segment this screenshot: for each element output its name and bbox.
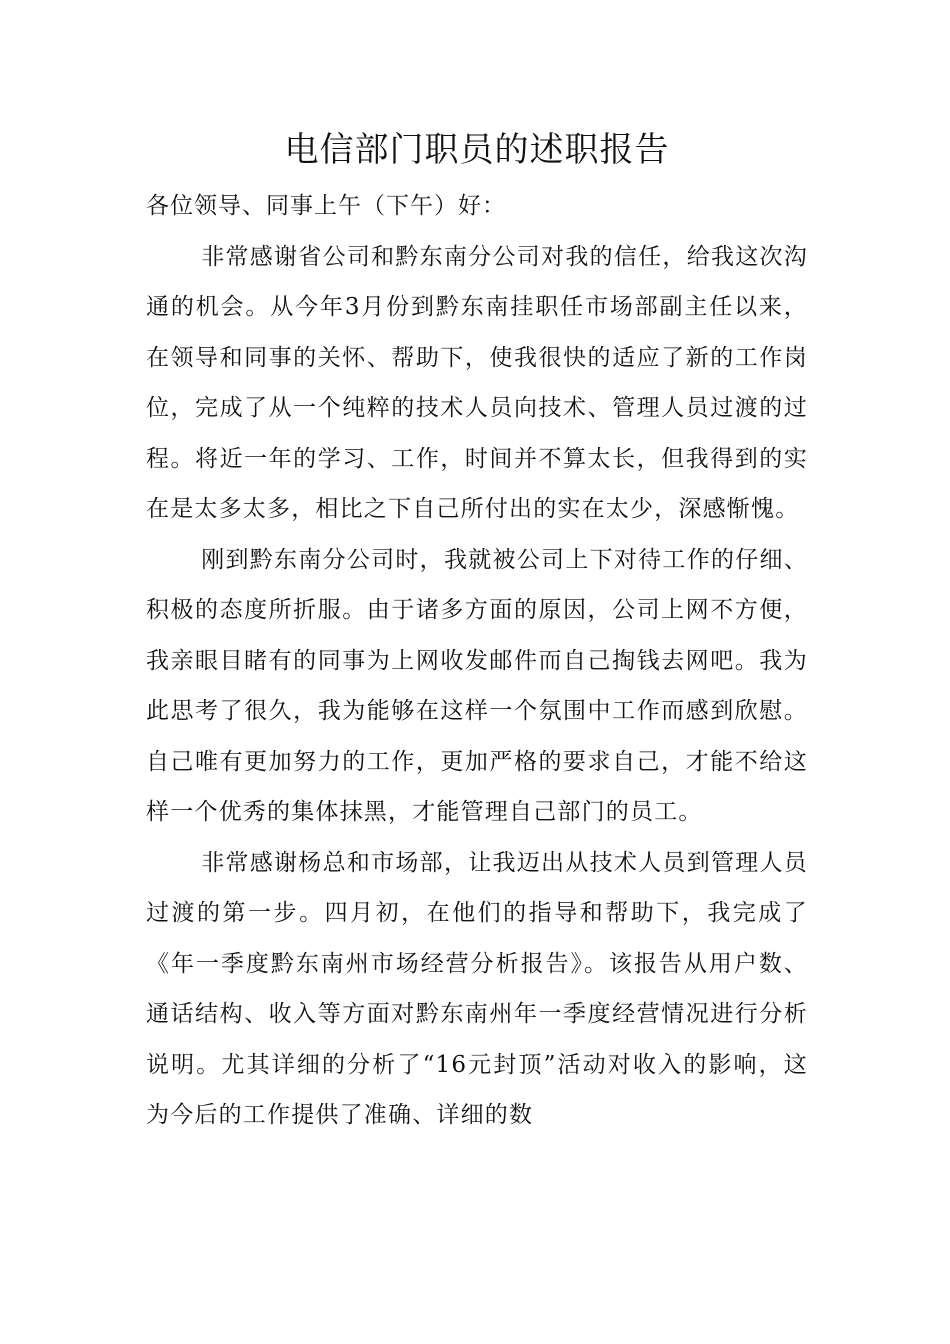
paragraph-2: 刚到黔东南分公司时，我就被公司上下对待工作的仔细、积极的态度所折服。由于诸多方面的原因，公司上网不方便，我亲眼目睹有的同事为上网收发邮件而自己掏钱去网吧。我为此思考了很久，我为能够在这样一个氛围中工作而感到欣慰。自己唯有更加努力的工作，更加严格的要求自己，才能不给这样一个优秀的集体抹黑，才能管理自己部门的员工。 (146, 546, 808, 825)
document-title: 电信部门职员的述职报告 (284, 130, 670, 170)
paragraph-1: 非常感谢省公司和黔东南分公司对我的信任，给我这次沟通的机会。从今年3月份到黔东南挂职任市场部副主任以来，在领导和同事的关怀、帮助下，使我很快的适应了新的工作岗位，完成了从一个纯粹的技术人员向技术、管理人员过渡的过程。将近一年的学习、工作，时间并不算太长，但我得到的实在是太多太多，相比之下自己所付出的实在太少，深感惭愧。 (146, 243, 808, 522)
salutation: 各位领导、同事上午（下午）好： (146, 193, 506, 219)
paragraph-3: 非常感谢杨总和市场部，让我迈出从技术人员到管理人员过渡的第一步。四月初，在他们的指导和帮助下，我完成了《年一季度黔东南州市场经营分析报告》。该报告从用户数、通话结构、收入等方面对黔东南州年一季度经营情况进行分析说明。尤其详细的分析了“16元封顶”活动对收入的影响，这为今后的工作提供了准确、详细的数 (146, 849, 808, 1128)
document-page (146, 125, 808, 1141)
